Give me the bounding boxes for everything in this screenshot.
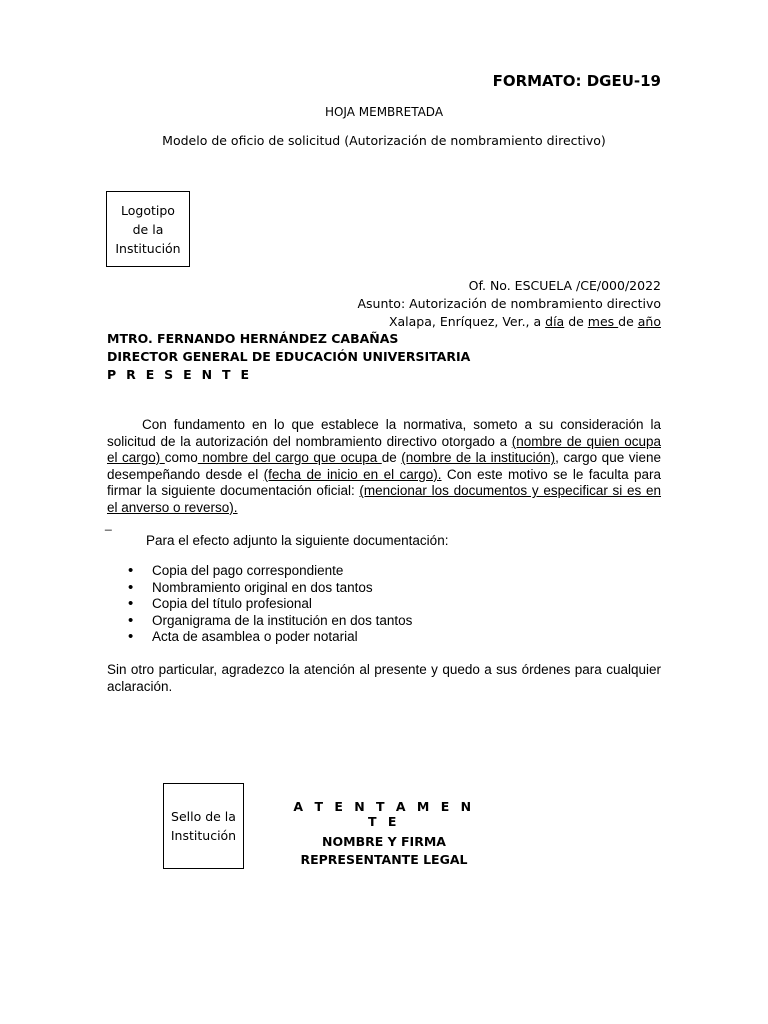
attachments-intro: Para el efecto adjunto la siguiente documentación: bbox=[146, 533, 449, 548]
body-text: Con fundamento en lo que establece la normativa, someto a su consideración la solicitud de la autorización del nombramiento directivo otorgado a bbox=[107, 417, 661, 449]
body-text: , cargo que viene desempeñando desde el bbox=[107, 450, 661, 482]
body-text: Con este motivo se le faculta para firmar la siguiente documentación oficial: bbox=[107, 466, 662, 498]
closing-paragraph: Sin otro particular, agradezco la atención al presente y quedo a sus órdenes para cualquier aclaración. bbox=[107, 662, 661, 694]
institution-logo-placeholder bbox=[106, 191, 190, 267]
stray-underscore: _ bbox=[105, 517, 112, 531]
format-code: FORMATO: DGEU-19 bbox=[492, 72, 661, 90]
body-text: de bbox=[381, 450, 402, 465]
place-date-line bbox=[389, 314, 661, 329]
logo-box-line: Institución bbox=[115, 240, 181, 256]
year-field: año bbox=[637, 314, 661, 329]
letterhead-label: HOJA MEMBRETADA bbox=[324, 105, 444, 119]
atentamente-label: A T E N T A M E N T E bbox=[293, 799, 475, 829]
month-field: mes bbox=[587, 314, 619, 329]
list-item: • Copia del título profesional bbox=[126, 596, 412, 613]
body-paragraph bbox=[107, 417, 661, 516]
seal-box-line: Institución bbox=[170, 828, 237, 843]
office-number: Of. No. ESCUELA /CE/000/2022 bbox=[468, 278, 661, 293]
body-text: como bbox=[164, 450, 198, 465]
place-text: Xalapa, Enríquez, Ver., a bbox=[388, 314, 546, 329]
institution-name-field: (nombre de la institución) bbox=[401, 450, 556, 465]
signature-role-label: REPRESENTANTE LEGAL bbox=[300, 852, 468, 867]
addressee-title: DIRECTOR GENERAL DE EDUCACIÓN UNIVERSITARIA bbox=[107, 349, 471, 364]
logo-box-line: Logotipo bbox=[121, 202, 175, 218]
logo-box-line: de la bbox=[132, 221, 164, 237]
list-item: • Copia del pago correspondiente bbox=[126, 563, 412, 580]
addressee-name: MTRO. FERNANDO HERNÁNDEZ CABAÑAS bbox=[107, 331, 399, 346]
list-item: • Acta de asamblea o poder notarial bbox=[126, 629, 412, 646]
list-item: • Organigrama de la institución en dos tantos bbox=[126, 613, 412, 630]
documents-field: (mencionar los documentos y especificar si es en el anverso o reverso). bbox=[107, 483, 661, 515]
holder-name-field: (nombre de quien ocupa el cargo) bbox=[107, 433, 661, 465]
institution-seal-placeholder bbox=[163, 783, 244, 869]
signature-name-label: NOMBRE Y FIRMA bbox=[322, 834, 446, 849]
document-subtitle: Modelo de oficio de solicitud (Autorización de nombramiento directivo) bbox=[162, 133, 606, 148]
list-item: • Nombramiento original en dos tantos bbox=[126, 580, 412, 597]
attachments-list bbox=[126, 563, 412, 646]
start-date-field: (fecha de inicio en el cargo). bbox=[263, 466, 442, 482]
subject-line: Asunto: Autorización de nombramiento directivo bbox=[357, 296, 661, 311]
seal-box-line: Sello de la bbox=[171, 809, 236, 824]
position-name-field: nombre del cargo que ocupa bbox=[197, 450, 382, 465]
date-connector: de bbox=[618, 314, 638, 329]
presente-label: P R E S E N T E bbox=[107, 367, 252, 382]
date-connector: de bbox=[564, 314, 588, 329]
day-field: día bbox=[545, 314, 565, 329]
